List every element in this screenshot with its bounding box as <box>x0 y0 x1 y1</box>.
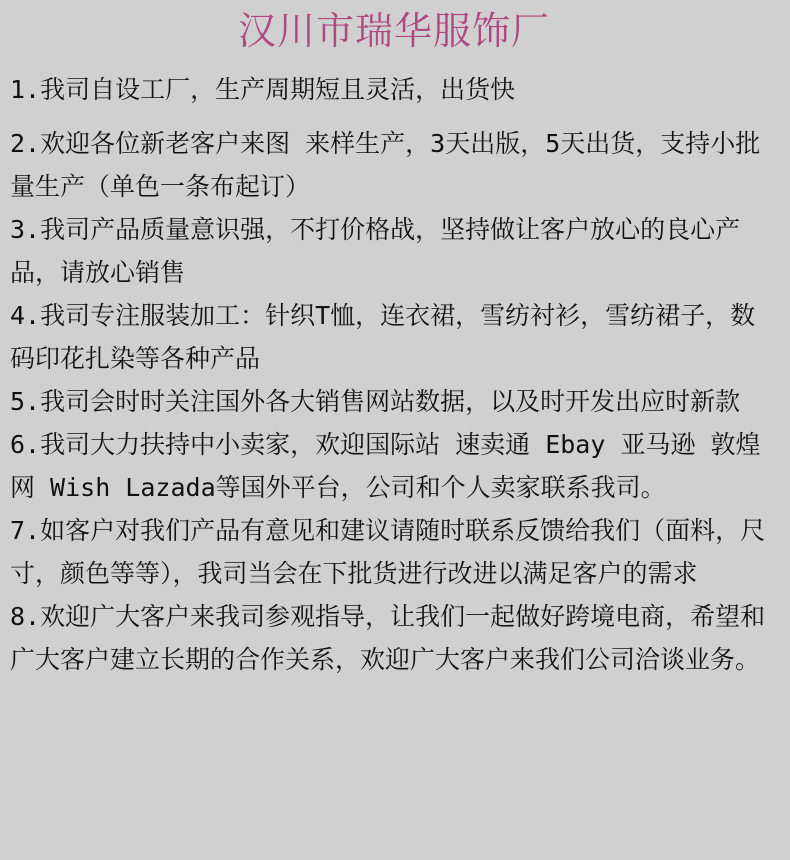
notice-item-3: 3.我司产品质量意识强，不打价格战，坚持做让客户放心的良心产品，请放心销售 <box>10 215 741 287</box>
notice-item-5: 5.我司会时时关注国外各大销售网站数据，以及时开发出应时新款 <box>10 387 741 416</box>
notice-list <box>10 68 778 681</box>
notice-item-7: 7.如客户对我们产品有意见和建议请随时联系反馈给我们（面料，尺寸，颜色等等），我司当会在下批货进行改进以满足客户的需求 <box>10 516 766 588</box>
page-title: 汉川市瑞华服饰厂 <box>237 9 550 53</box>
notice-item-4: 4.我司专注服装加工：针织T恤，连衣裙，雪纺衬衫，雪纺裙子，数码印花扎染等各种产品 <box>10 301 756 373</box>
notice-item-2: 2.欢迎各位新老客户来图 来样生产，3天出版，5天出货，支持小批量生产（单色一条布起订） <box>10 129 761 201</box>
notice-item-1: 1.我司自设工厂，生产周期短且灵活，出货快 <box>10 75 516 104</box>
notice-item-6: 6.我司大力扶持中小卖家，欢迎国际站 速卖通 Ebay 亚马逊 敦煌网 Wish Lazada等国外平台，公司和个人卖家联系我司。 <box>10 430 761 502</box>
notice-item-8: 8.欢迎广大客户来我司参观指导，让我们一起做好跨境电商，希望和广大客户建立长期的合作关系，欢迎广大客户来我们公司洽谈业务。 <box>10 602 766 674</box>
